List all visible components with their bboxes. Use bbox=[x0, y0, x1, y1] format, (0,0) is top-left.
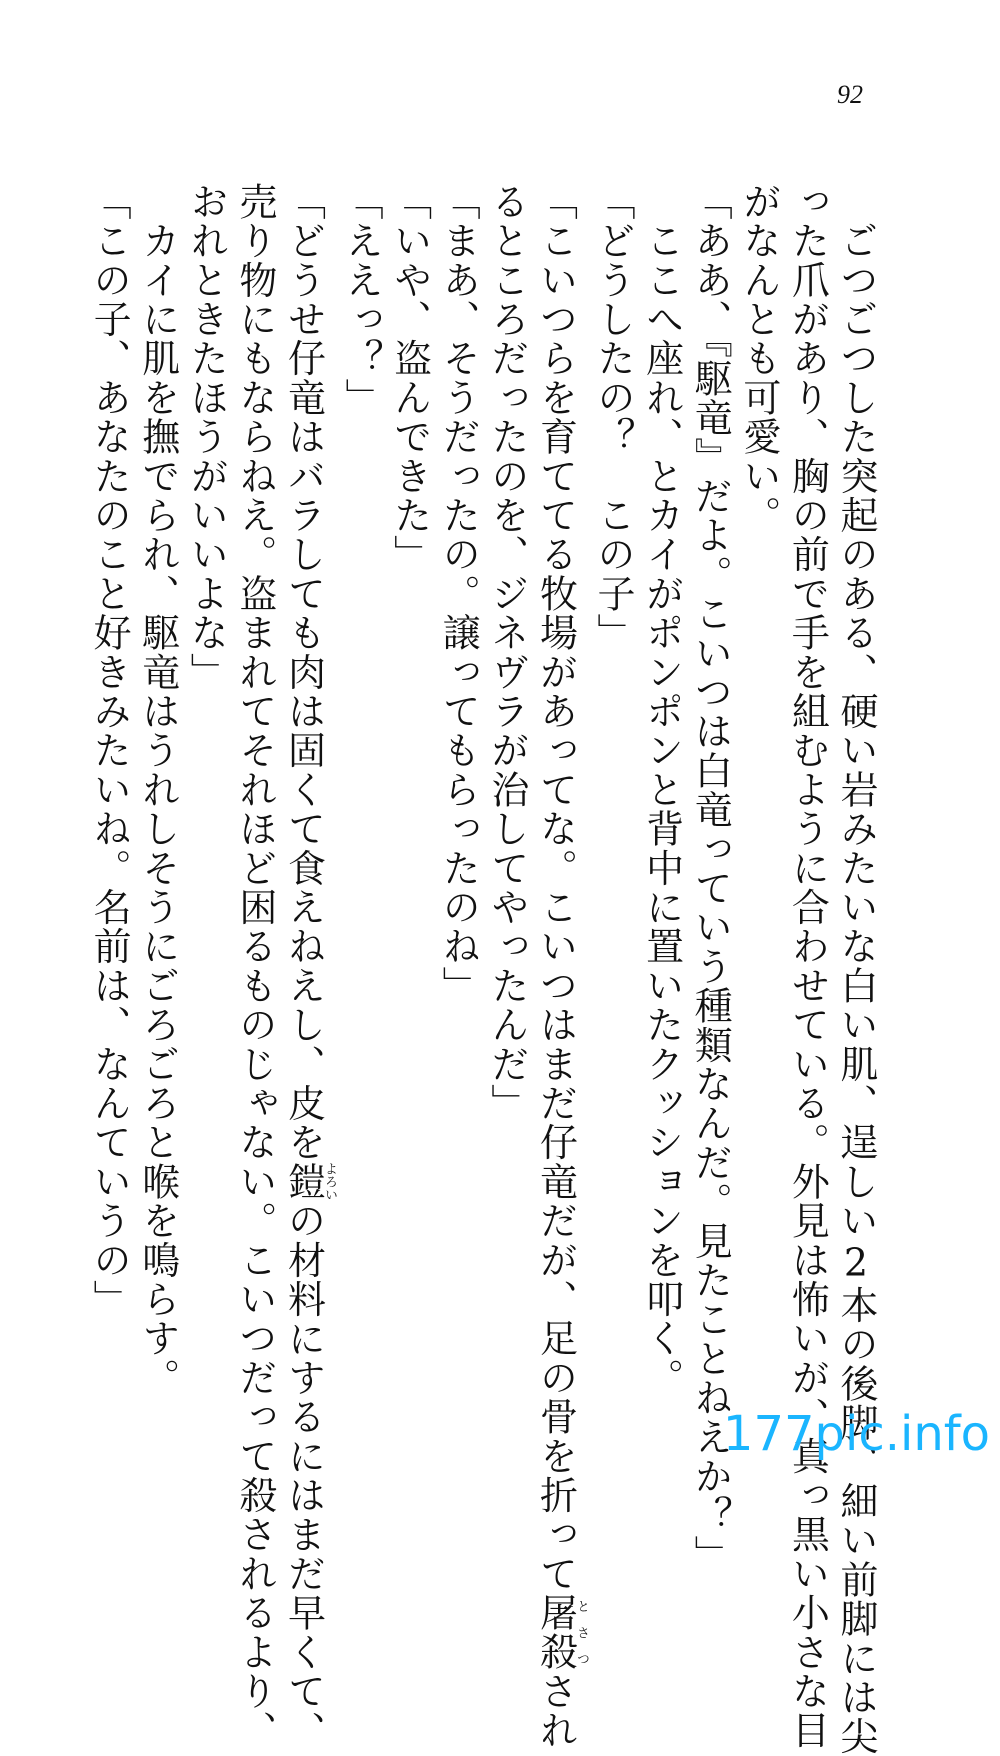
text-line-6: 「どうしたの？ この子」 bbox=[591, 182, 636, 653]
text-line-15: カイに肌を撫でられ、駆竜はうれしそうにごろごろと喉を鳴らす。 bbox=[135, 182, 180, 1398]
text-line-7-main: 「こいつらを育ててる牧場があってな。こいつはまだ仔竜だが、足の骨を折って bbox=[533, 182, 578, 1594]
watermark: 177pic.info bbox=[722, 1406, 990, 1462]
text-line-14: おれときたほうがいいよな」 bbox=[184, 182, 229, 692]
text-line-13: 売り物にもならねえ。盗まれてそれほど困るものじゃない。こいつだって殺されるより、 bbox=[232, 182, 277, 1750]
text-line-3: がなんとも可愛い。 bbox=[736, 182, 781, 535]
text-line-12-tail: の材料にするにはまだ早くて、 bbox=[281, 1201, 326, 1751]
ruby-yoroi-base: 鎧 bbox=[281, 1162, 326, 1202]
text-line-16: 「この子、あなたのこと好きみたいね。名前は、なんていうの」 bbox=[87, 182, 132, 1319]
text-line-12 bbox=[279, 182, 337, 1751]
page-number: 92 bbox=[837, 80, 863, 109]
ruby-tosatsu bbox=[533, 1593, 589, 1672]
text-line-5: ここへ座れ、とカイがポンポンと背中に置いたクッションを叩く。 bbox=[639, 182, 684, 1398]
text-line-9: 「まあ、そうだったの。譲ってもらったのね」 bbox=[436, 182, 481, 1006]
ruby-yoroi-reading: よろい bbox=[321, 1162, 337, 1202]
text-line-4: 「ああ、『駆竜』だよ。こいつは白竜っていう種類なんだ。見たことねえか？」 bbox=[688, 182, 733, 1575]
text-line-7-tail: され bbox=[533, 1671, 578, 1751]
text-line-7 bbox=[531, 182, 589, 1751]
ruby-yoroi bbox=[281, 1162, 337, 1202]
ruby-tosatsu-reading: とさつ bbox=[573, 1593, 589, 1672]
ruby-tosatsu-base: 屠殺 bbox=[533, 1593, 578, 1672]
text-line-8: るところだったのを、ジネヴラが治してやったんだ」 bbox=[484, 182, 529, 1123]
text-line-11: 「ええっ？」 bbox=[339, 182, 384, 418]
text-line-12-main: 「どうせ仔竜はバラしても肉は固くて食えねえし、皮を bbox=[281, 182, 326, 1163]
text-line-10: 「いや、盗んできた」 bbox=[387, 182, 432, 574]
text-line-1: ごつごつした突起のある、硬い岩みたいな白い肌、逞しい2本の後脚、細い前脚には尖 bbox=[834, 182, 878, 1756]
text-line-2: った爪があり、胸の前で手を組むように合わせている。外見は怖いが、真っ黒い小さな目 bbox=[785, 182, 830, 1750]
